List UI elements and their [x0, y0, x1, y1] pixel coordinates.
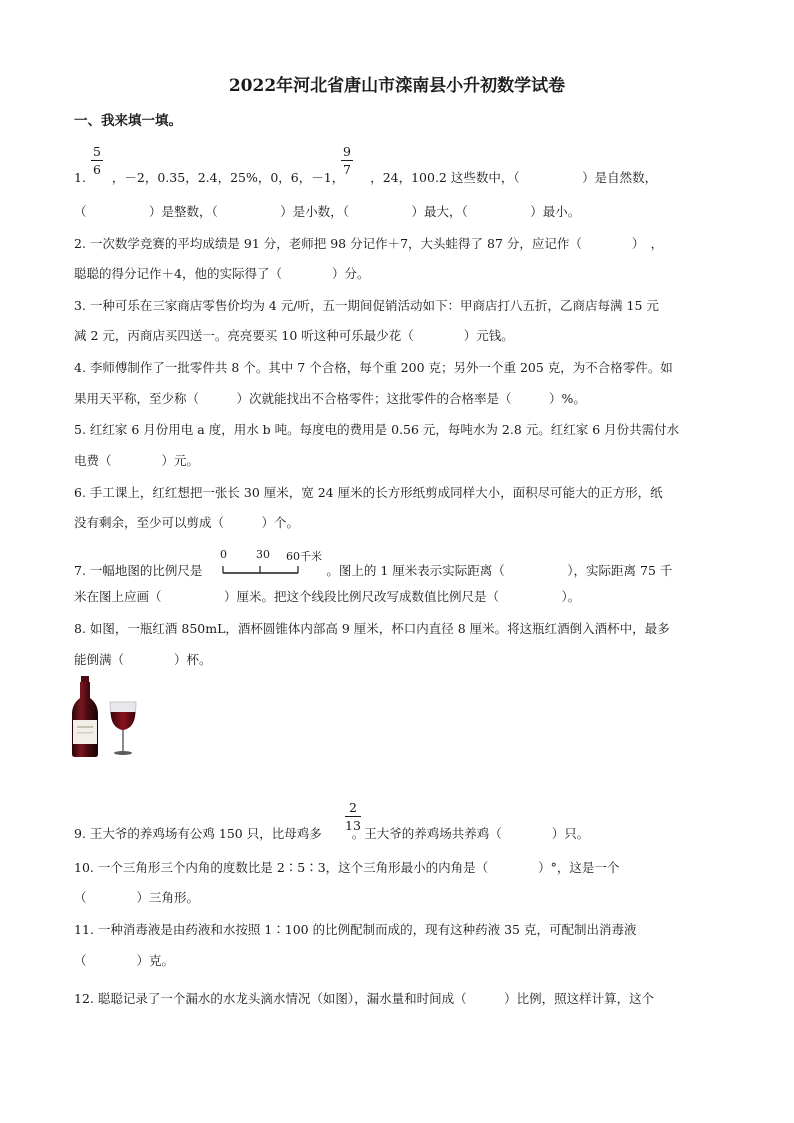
question-7-line-2: 米在图上应画（ ）厘米。把这个线段比例尺改写成数值比例尺是（ ）。 — [74, 589, 581, 604]
question-1-line-2: （ ）是整数，（ ）是小数，（ ）最大，（ ）最小。 — [74, 204, 581, 219]
scale-label-30: 30 — [256, 548, 270, 561]
question-4-line-1: 4. 李师傅制作了一批零件共 8 个。其中 7 个合格，每个重 200 克；另外一个重 205 克，为不合格零件。如 — [74, 360, 673, 375]
fraction-five-sixths: 5 6 — [90, 144, 104, 177]
question-10-line-1: 10. 一个三角形三个内角的度数比是 2∶5∶3，这个三角形最小的内角是（ ）°，这是一个 — [74, 860, 620, 875]
question-12-line-1: 12. 聪聪记录了一个漏水的水龙头滴水情况（如图），漏水量和时间成（ ）比例，照这样计算，这个 — [74, 991, 655, 1006]
question-2-line-1: 2. 一次数学竞赛的平均成绩是 91 分，老师把 98 分记作＋7，大头蛙得了 87 分，应记作（ ） ， — [74, 236, 664, 251]
section-heading: 一、我来填一填。 — [74, 113, 182, 129]
question-9-line — [74, 826, 724, 842]
question-6-line-1: 6. 手工课上，红红想把一张长 30 厘米，宽 24 厘米的长方形纸剪成同样大小，面积尽可能大的正方形，纸 — [74, 485, 663, 500]
question-7-text-a: 7. 一幅地图的比例尺是 — [74, 563, 203, 578]
question-9-text-b: 。王大爷的养鸡场共养鸡（ ）只。 — [351, 826, 590, 841]
question-11-line-2: （ ）克。 — [74, 953, 175, 968]
question-7-text-b: 。图上的 1 厘米表示实际距离（ ），实际距离 75 千 — [326, 563, 673, 578]
question-8-line-1: 8. 如图，一瓶红酒 850mL，酒杯圆锥体内部高 9 厘米，杯口内直径 8 厘米。将这瓶红酒倒入酒杯中，最多 — [74, 621, 670, 636]
question-4-line-2: 果用天平称，至少称（ ）次就能找出不合格零件；这批零件的合格率是（ ）%。 — [74, 391, 586, 406]
wine-bottle-and-glass-icon — [70, 672, 140, 760]
page-title: 2022年河北省唐山市滦南县小升初数学试卷 — [228, 76, 566, 96]
scale-label-60: 60千米 — [286, 550, 322, 563]
question-1-line-1 — [74, 170, 724, 186]
question-6-line-2: 没有剩余，至少可以剪成（ ）个。 — [74, 515, 300, 530]
question-3-line-1: 3. 一种可乐在三家商店零售价均为 4 元/听，五一期间促销活动如下：甲商店打八五折，乙商店每满 15 元 — [74, 298, 659, 313]
question-1-number: 1. — [74, 170, 86, 185]
question-11-line-1: 11. 一种消毒液是由药液和水按照 1∶100 的比例配制而成的，现有这种药液 35 克，可配制出消毒液 — [74, 922, 637, 937]
question-8-line-2: 能倒满（ ）杯。 — [74, 652, 212, 667]
question-3-line-2: 减 2 元，丙商店买四送一。亮亮要买 10 听这种可乐最少花（ ）元钱。 — [74, 328, 514, 343]
scale-label-0: 0 — [220, 548, 227, 561]
question-7-line-1 — [74, 563, 724, 579]
question-1-text-a: ，－2，0.35，2.4，25%，0，6，－1， — [111, 170, 345, 185]
question-5-line-2: 电费（ ）元。 — [74, 453, 200, 468]
question-10-line-2: （ ）三角形。 — [74, 890, 200, 905]
question-9-text-a: 9. 王大爷的养鸡场有公鸡 150 只，比母鸡多 — [74, 826, 322, 841]
scale-line-icon — [218, 562, 330, 576]
question-5-line-1: 5. 红红家 6 月份用电 a 度，用水 b 吨。每度电的费用是 0.56 元，每吨水为 2.8 元。红红家 6 月份共需付水 — [74, 422, 680, 437]
scale-bar — [218, 548, 333, 580]
fraction-two-thirteenths: 2 13 — [345, 800, 361, 833]
fraction-nine-sevenths: 9 7 — [340, 144, 354, 177]
question-1-text-b: ，24，100.2 这些数中，（ ）是自然数， — [370, 170, 658, 185]
question-2-line-2: 聪聪的得分记作＋4，他的实际得了（ ）分。 — [74, 266, 370, 281]
